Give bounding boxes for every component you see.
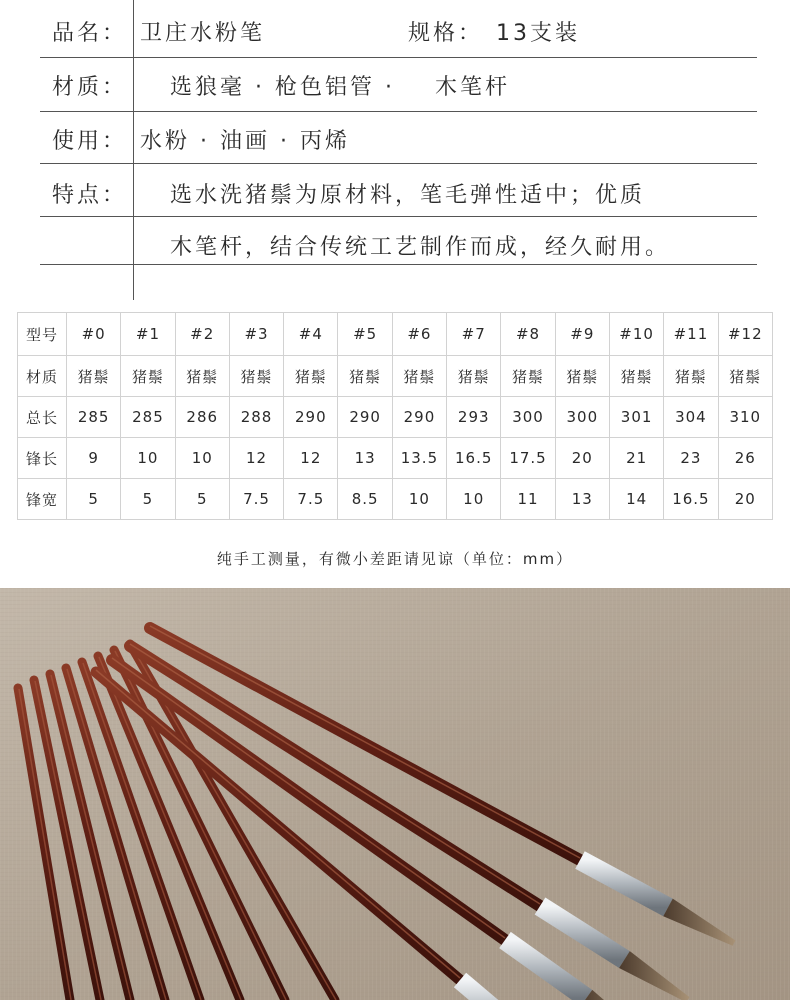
material-value: 选狼毫 · 枪色铝管 · 木笔杆	[170, 75, 510, 100]
table-row	[18, 438, 773, 479]
product-info-table	[0, 0, 790, 300]
table-cell: #3	[229, 313, 283, 356]
table-cell: 猪鬃	[175, 356, 229, 397]
size-spec-table	[17, 312, 773, 518]
table-cell: 300	[555, 397, 609, 438]
table-cell: 猪鬃	[609, 356, 663, 397]
table-cell: 293	[447, 397, 501, 438]
table-cell: 12	[229, 438, 283, 479]
table-cell: 猪鬃	[392, 356, 446, 397]
product-name-value: 卫庄水粉笔	[140, 21, 266, 46]
table-cell: 猪鬃	[447, 356, 501, 397]
material-label: 材质：	[52, 75, 128, 100]
spec-label: 规格：	[408, 21, 484, 46]
table-cell: 10	[392, 479, 446, 520]
table-cell: #1	[121, 313, 175, 356]
table-cell: 301	[609, 397, 663, 438]
table-cell: 5	[175, 479, 229, 520]
table-cell: 猪鬃	[67, 356, 121, 397]
table-cell: 290	[338, 397, 392, 438]
table-cell: 304	[664, 397, 718, 438]
table-cell: 290	[392, 397, 446, 438]
table-cell: 猪鬃	[338, 356, 392, 397]
table-cell: 16.5	[447, 438, 501, 479]
table-cell: 8.5	[338, 479, 392, 520]
row-label: 总长	[18, 397, 67, 438]
table-cell: 5	[121, 479, 175, 520]
table-cell: 290	[284, 397, 338, 438]
row-divider	[40, 57, 757, 58]
table-cell: #10	[609, 313, 663, 356]
table-cell: 285	[121, 397, 175, 438]
table-cell: 20	[718, 479, 772, 520]
table-row-size	[18, 313, 773, 356]
feature-line-1: 选水洗猪鬃为原材料，笔毛弹性适中；优质	[170, 183, 646, 208]
table-cell: #11	[664, 313, 718, 356]
table-cell: 10	[121, 438, 175, 479]
table-cell: 14	[609, 479, 663, 520]
table-cell: 13.5	[392, 438, 446, 479]
table-cell: 288	[229, 397, 283, 438]
table-cell: 猪鬃	[284, 356, 338, 397]
table-cell: #5	[338, 313, 392, 356]
row-divider	[40, 264, 757, 265]
table-cell: 7.5	[284, 479, 338, 520]
table-row	[18, 356, 773, 397]
table-cell: #12	[718, 313, 772, 356]
table-cell: 13	[555, 479, 609, 520]
feature-line-2: 木笔杆，结合传统工艺制作而成，经久耐用。	[170, 235, 671, 260]
table-cell: 12	[284, 438, 338, 479]
table-cell: 猪鬃	[121, 356, 175, 397]
table-cell: 7.5	[229, 479, 283, 520]
column-divider	[133, 0, 134, 300]
table-row	[18, 479, 773, 520]
table-cell: #7	[447, 313, 501, 356]
table-cell: 16.5	[664, 479, 718, 520]
table-cell: 10	[175, 438, 229, 479]
feature-label: 特点：	[52, 183, 128, 208]
table-cell: 286	[175, 397, 229, 438]
usage-value: 水粉 · 油画 · 丙烯	[140, 129, 350, 154]
product-name-label: 品名：	[52, 21, 128, 46]
row-label: 型号	[18, 313, 67, 356]
table-cell: 310	[718, 397, 772, 438]
brush-set-illustration	[0, 588, 790, 1000]
table-cell: 猪鬃	[664, 356, 718, 397]
table-cell: 猪鬃	[501, 356, 555, 397]
table-cell: #4	[284, 313, 338, 356]
measurement-note: 纯手工测量，有微小差距请见谅（单位：mm）	[216, 550, 574, 568]
row-label: 锋宽	[18, 479, 67, 520]
table-cell: 300	[501, 397, 555, 438]
table-cell: 猪鬃	[718, 356, 772, 397]
row-label: 锋长	[18, 438, 67, 479]
table-cell: 猪鬃	[229, 356, 283, 397]
table-cell: 285	[67, 397, 121, 438]
table-cell: 26	[718, 438, 772, 479]
usage-label: 使用：	[52, 129, 128, 154]
table-cell: 23	[664, 438, 718, 479]
table-cell: 10	[447, 479, 501, 520]
table-cell: 11	[501, 479, 555, 520]
table-cell: 20	[555, 438, 609, 479]
table-cell: 5	[67, 479, 121, 520]
table-cell: 猪鬃	[555, 356, 609, 397]
row-divider	[40, 163, 757, 164]
spec-value: 13支装	[496, 21, 580, 46]
table-cell: 9	[67, 438, 121, 479]
table-cell: 17.5	[501, 438, 555, 479]
table-cell: 13	[338, 438, 392, 479]
table-cell: #2	[175, 313, 229, 356]
table-cell: #9	[555, 313, 609, 356]
row-divider	[40, 111, 757, 112]
product-photo	[0, 588, 790, 1000]
row-divider	[40, 216, 757, 217]
row-label: 材质	[18, 356, 67, 397]
table-cell: #0	[67, 313, 121, 356]
table-cell: #6	[392, 313, 446, 356]
table-cell: #8	[501, 313, 555, 356]
table-row	[18, 397, 773, 438]
table-cell: 21	[609, 438, 663, 479]
